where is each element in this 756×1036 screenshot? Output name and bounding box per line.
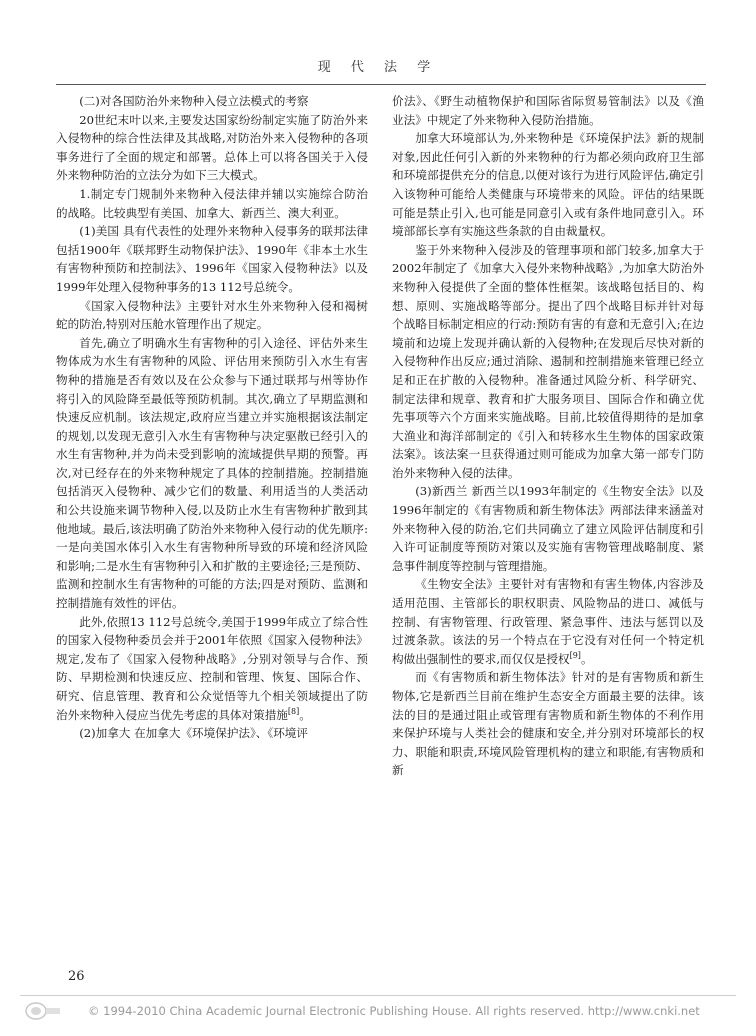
paragraph — [56, 724, 368, 743]
journal-running-header: 现 代 法 学 — [317, 60, 439, 75]
paragraph-text: 加拿大环境部认为,外来物种是《环境保护法》新的规制对象,因此任何引入新的外来物种的行为都必须向政府卫生部和环境部提供充分的信息,以便对该行为进行风险评估,确定引入该物种可能给人类健康与环境带来的风险。评估的结果既可能是禁止引入,也可能是同意引入或有条件地同意引入。环境部部长享有实施这些条款的自由裁量权。 — [392, 131, 704, 239]
header-divider — [56, 84, 706, 85]
paragraph — [392, 668, 704, 780]
paragraph — [56, 111, 368, 185]
paragraph-text: 《生物安全法》主要针对有害物和有害生物体,内容涉及适用范围、主管部长的职权职责、风险物品的进口、减低与控制、有害物管理、行政管理、紧急事件、违法与惩罚以及过渡条款。该法的另一个特点在于它没有对任何一个特定机构做出强制性的要求,而仅仅是授权 — [392, 577, 704, 666]
paragraph-text: (1)美国 具有代表性的处理外来物种入侵事务的联邦法律包括1900年《联邦野生动物保护法》、1990年《非本土水生有害物种预防和控制法》、1996年《国家入侵物种法》以及1999年处理入侵物种事务的13 112号总统令。 — [56, 224, 368, 294]
right-text-column — [392, 92, 704, 780]
paragraph — [392, 92, 704, 129]
paragraph — [392, 241, 704, 483]
paragraph-text: 而《有害物质和新生物体法》针对的是有害物质和新生物体,它是新西兰目前在维护生态安全方面最主要的法律。该法的目的是通过阻止或管理有害物质和新生物体的不利作用来保护环境与人类社会的健康和安全,并分别对环境部长的权力、职能和职责,环境风险管理机构的建立和职能,有害物质和新 — [392, 670, 704, 778]
paragraph — [56, 334, 368, 613]
paragraph — [392, 575, 704, 668]
cnki-logo-icon — [24, 1000, 62, 1022]
paragraph-text: 1.制定专门规制外来物种入侵法律并辅以实施综合防治的战略。比较典型有美国、加拿大、新西兰、澳大利亚。 — [56, 186, 368, 220]
paragraph-text: 价法》、《野生动植物保护和国际省际贸易管制法》以及《渔业法》中规定了外来物种入侵防治措施。 — [392, 94, 704, 127]
paragraph-text: (3)新西兰 新西兰以1993年制定的《生物安全法》以及1996年制定的《有害物质和新生物体法》两部法律来涵盖对外来物种入侵的防治,它们共同确立了建立风险评估制度和引入许可证制度等预防对策以及实施有害物管理战略制度、紧急事件制度等控制与管理措施。 — [392, 484, 704, 573]
paragraph-text: 鉴于外来物种入侵涉及的管理事项和部门较多,加拿大于2002年制定了《加拿大入侵外来物种战略》,为加拿大防治外来物种入侵提供了全面的整体性框架。该战略包括目的、构想、原则、实施战略等部分。提出了四个战略目标并针对每个战略目标制定相应的行动:预防有害的有意和无意引入;在边境前和边境上发现并确认新的入侵物种;在发现后尽快对新的入侵物种作出反应;通过消除、遏制和控制措施来管理已经立足和正在扩散的入侵物种。准备通过风险分析、科学研究、制定法律和规章、教育和扩大服务项目、国际合作和确立优先事项等六个方面来实施战略。目前,比较值得期待的是加拿大渔业和海洋部制定的《引入和转移水生生物体的国家政策法案》。该法案一旦获得通过则可能成为加拿大第一部专门防治外来物种入侵的法律。 — [392, 242, 704, 480]
paragraph — [56, 613, 368, 725]
page-number: 26 — [68, 969, 85, 984]
paragraph — [56, 222, 368, 296]
paragraph-text: 《国家入侵物种法》主要针对水生外来物种入侵和褐树蛇的防治,特别对压舱水管理作出了规定。 — [56, 298, 368, 332]
paragraph — [392, 482, 704, 575]
paragraph-text: (二)对各国防治外来物种入侵立法模式的考察 — [79, 94, 309, 108]
paragraph-text: 此外,依照13 112号总统令,美国于1999年成立了综合性的国家入侵物种委员会并于2001年依照《国家入侵物种法》规定,发布了《国家入侵物种战略》,分别对领导与合作、预防、早期检测和快速反应、控制和管理、恢复、国际合作、研究、信息管理、教育和公众觉悟等九个相关领域提出了防治外来物种入侵应当优先考虑的具体对策措施 — [56, 614, 368, 722]
paragraph-text: 首先,确立了明确水生有害物种的引入途径、评估外来生物体成为水生有害物种的风险、评估用来预防引入水生有害物种的措施是否有效以及在公众参与下通过联邦与州等协作将引入的风险降至最低等预防机制。其次,确立了早期监测和快速反应机制。该法规定,政府应当建立并实施根据该法制定的规划,以发现无意引入水生有害物种与决定驱散已经引入的水生有害物种,并为尚未受到影响的流域提供早期的预警。再次,对已经存在的外来物种规定了具体的控制措施。控制措施包括消灭入侵物种、减少它们的数量、利用适当的人类活动和公共设施来调节物种入侵,以及防止水生有害物种扩散到其他地域。最后,该法明确了防治外来物种入侵行动的优先顺序:一是向美国水体引入水生有害物种所导致的环境和经济风险和影响;二是水生有害物种引入和扩散的主要途径;三是预防、监测和控制水生有害物种的可能的方法;四是对预防、监测和控制措施有效性的评估。 — [56, 335, 368, 611]
paragraph — [392, 129, 704, 241]
paragraph — [56, 185, 368, 222]
footer-divider — [20, 995, 736, 996]
paragraph — [56, 297, 368, 334]
paragraph — [56, 92, 368, 111]
left-text-column — [56, 92, 368, 743]
citation-ref: [9] — [569, 650, 581, 660]
paragraph-text: (2)加拿大 在加拿大《环境保护法》、《环境评 — [79, 726, 308, 741]
copyright-footer: © 1994-2010 China Academic Journal Electronic Publishing House. All rights reserved. http://www.cnki.net — [88, 1004, 700, 1018]
paragraph-tail: 。 — [580, 651, 593, 666]
citation-ref: [8] — [287, 706, 300, 716]
paragraph-text: 20世纪末叶以来,主要发达国家纷纷制定实施了防治外来入侵物种的综合性法律及其战略,对防治外来入侵物种的各项事务进行了全面的规定和部署。总体上可以将各国关于入侵外来物种防治的立法分为如下三大模式。 — [56, 112, 368, 183]
paragraph-tail: 。 — [299, 707, 311, 722]
